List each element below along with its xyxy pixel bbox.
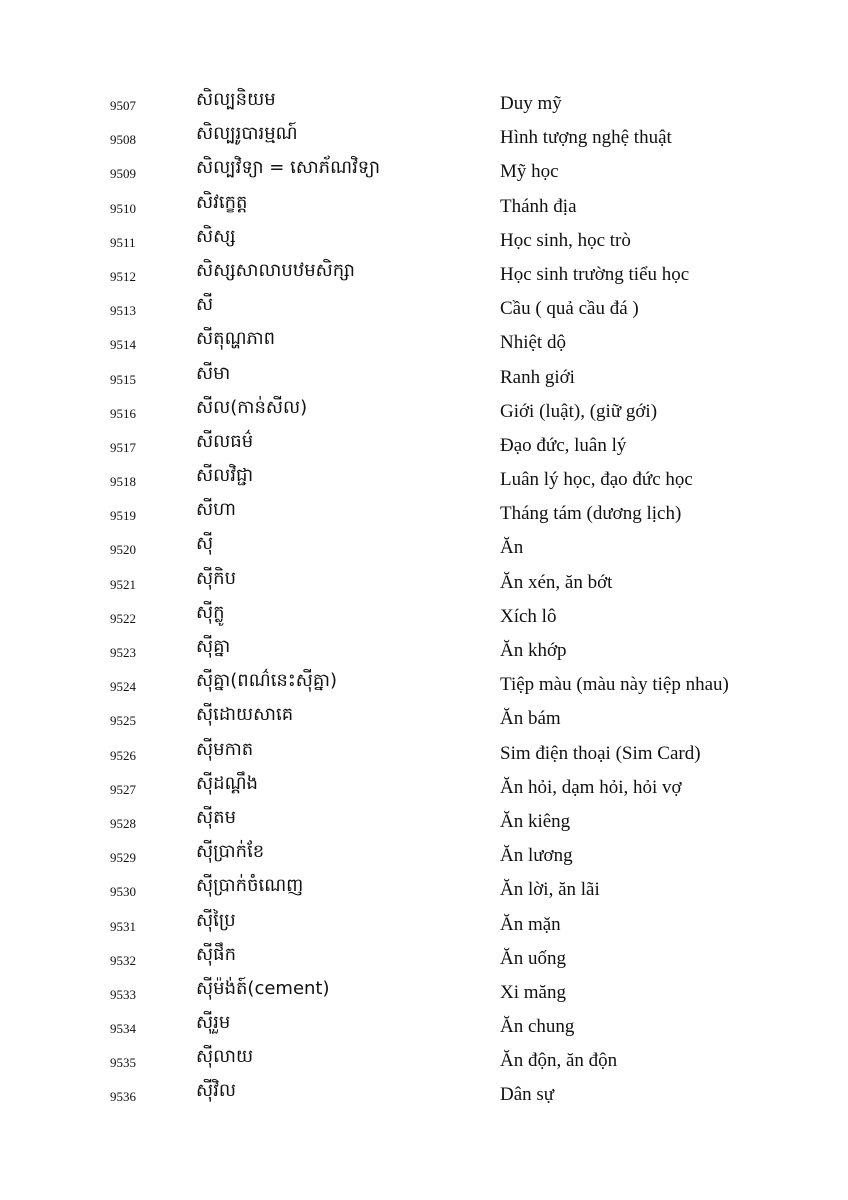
- dictionary-entry: [0, 462, 848, 496]
- entry-number: 9511: [110, 234, 136, 250]
- khmer-term: សិល្បនិយម: [196, 89, 276, 110]
- khmer-term: ស៊ីតម: [196, 806, 236, 828]
- dictionary-entry: [0, 86, 848, 120]
- vietnamese-translation: Xích lô: [500, 605, 557, 627]
- entry-number: 9509: [110, 166, 136, 182]
- khmer-term: សីល(កាន់សីល): [196, 396, 308, 418]
- khmer-term: ស៊ីប្រាក់ខែ: [196, 841, 265, 863]
- khmer-term: ស៊ីកិប: [196, 567, 236, 589]
- entry-number: 9525: [110, 713, 136, 729]
- vietnamese-translation: Thánh địa: [500, 195, 577, 217]
- dictionary-entry: [0, 428, 848, 462]
- dictionary-entry: [0, 975, 848, 1009]
- vietnamese-translation: Ăn uống: [500, 947, 566, 969]
- khmer-term: សីហា: [196, 499, 236, 521]
- entry-number: 9510: [110, 200, 136, 216]
- dictionary-entry: [0, 1009, 848, 1043]
- khmer-term: ស៊ីម៉ង់ត៍(cement): [196, 977, 330, 999]
- entry-number: 9529: [110, 850, 136, 866]
- vietnamese-translation: Ăn lương: [500, 845, 573, 867]
- dictionary-entry: [0, 360, 848, 394]
- vietnamese-translation: Ăn: [500, 537, 524, 559]
- entry-number: 9515: [110, 371, 136, 387]
- entry-number: 9514: [110, 337, 136, 353]
- khmer-term: សិស្ស: [196, 225, 236, 247]
- vietnamese-translation: Dân sự: [500, 1084, 555, 1106]
- entry-number: 9507: [110, 98, 136, 113]
- entry-number: 9513: [110, 303, 136, 319]
- khmer-term: សីលធម៌: [196, 430, 254, 452]
- vietnamese-translation: Ăn chung: [500, 1016, 575, 1038]
- dictionary-entry: [0, 565, 848, 599]
- entry-number: 9531: [110, 918, 136, 934]
- entry-number: 9533: [110, 986, 136, 1002]
- khmer-term: ស៊ីលាយ: [196, 1046, 254, 1068]
- dictionary-entry: [0, 838, 848, 872]
- vietnamese-translation: Duy mỹ: [500, 93, 562, 114]
- vietnamese-translation: Tiệp màu (màu này tiệp nhau): [500, 674, 729, 696]
- entry-number: 9535: [110, 1055, 136, 1071]
- entry-number: 9523: [110, 645, 136, 660]
- khmer-term: សីតុណ្ហភាព: [196, 328, 276, 350]
- dictionary-entry: [0, 633, 848, 667]
- entry-number: 9518: [110, 474, 136, 490]
- khmer-term: ស៊ីវិល: [196, 1080, 236, 1102]
- dictionary-entry: [0, 941, 848, 975]
- entry-number: 9508: [110, 132, 136, 148]
- entry-number: 9512: [110, 268, 136, 284]
- entry-number: 9517: [110, 439, 136, 455]
- khmer-term: ស៊ីគ្នា: [196, 636, 231, 657]
- vietnamese-translation: Giới (luật), (giữ gới): [500, 400, 658, 422]
- entry-list: [0, 86, 848, 1112]
- entry-number: 9532: [110, 952, 136, 968]
- khmer-term: ស៊ីផឹក: [196, 943, 236, 965]
- vietnamese-translation: Ăn độn, ăn độn: [500, 1050, 618, 1072]
- entry-number: 9524: [110, 679, 136, 695]
- khmer-term: ស៊ីគ្នា(ពណ៌នេះស៊ីគ្នា): [196, 670, 338, 692]
- dictionary-entry: [0, 325, 848, 359]
- vietnamese-translation: Học sinh, học trò: [500, 229, 631, 251]
- khmer-term: ស៊ីប្រៃ: [196, 909, 236, 931]
- vietnamese-translation: Ăn xén, ăn bớt: [500, 571, 613, 593]
- khmer-term: ស៊ីប្រាក់ចំណេញ: [196, 875, 304, 897]
- vietnamese-translation: Luân lý học, đạo đức học: [500, 469, 693, 491]
- khmer-term: ស៊ីក្លូ: [196, 601, 225, 623]
- dictionary-entry: [0, 257, 848, 291]
- vietnamese-translation: Hình tượng nghệ thuật: [500, 127, 672, 149]
- vietnamese-translation: Ăn bám: [500, 708, 561, 730]
- khmer-term: ស៊ីមកាត: [196, 738, 254, 760]
- vietnamese-translation: Mỹ học: [500, 161, 559, 183]
- khmer-term: ស៊ីរួម: [196, 1012, 231, 1034]
- dictionary-entry: [0, 496, 848, 530]
- dictionary-entry: [0, 223, 848, 257]
- khmer-term: សិល្បវិទ្យា = សោភ័ណវិទ្យា: [196, 157, 381, 179]
- vietnamese-translation: Ăn kiêng: [500, 810, 571, 832]
- entry-number: 9519: [110, 508, 136, 524]
- khmer-term: សិស្សសាលាបឋមសិក្សា: [196, 259, 355, 281]
- khmer-term: សីមា: [196, 362, 231, 384]
- dictionary-entry: [0, 599, 848, 633]
- dictionary-entry: [0, 530, 848, 564]
- dictionary-entry: [0, 667, 848, 701]
- dictionary-entry: [0, 394, 848, 428]
- entry-number: 9528: [110, 815, 136, 831]
- vietnamese-translation: Đạo đức, luân lý: [500, 434, 627, 456]
- khmer-term: សិល្បរូបារម្មណ៍: [196, 123, 298, 145]
- vietnamese-translation: Ăn hỏi, dạm hỏi, hỏi vợ: [500, 776, 682, 798]
- dictionary-entry: [0, 120, 848, 154]
- dictionary-entry: [0, 872, 848, 906]
- entry-number: 9516: [110, 405, 136, 421]
- khmer-term: សិវក្ខេត្ត: [196, 191, 248, 213]
- dictionary-entry: [0, 1077, 848, 1111]
- vietnamese-translation: Học sinh trường tiểu học: [500, 263, 690, 285]
- entry-number: 9521: [110, 576, 136, 592]
- entry-number: 9522: [110, 610, 136, 626]
- entry-number: 9520: [110, 542, 136, 558]
- vietnamese-translation: Ranh giới: [500, 366, 575, 388]
- dictionary-entry: [0, 701, 848, 735]
- khmer-term: ស៊ី: [196, 533, 214, 555]
- dictionary-entry: [0, 804, 848, 838]
- dictionary-entry: [0, 154, 848, 188]
- entry-number: 9534: [110, 1021, 136, 1037]
- vietnamese-translation: Ăn mặn: [500, 913, 561, 935]
- dictionary-entry: [0, 907, 848, 941]
- dictionary-entry: [0, 189, 848, 223]
- khmer-term: សី: [196, 294, 214, 316]
- khmer-term: សីលវិជ្ជា: [196, 465, 254, 487]
- vietnamese-translation: Tháng tám (dương lịch): [500, 503, 682, 525]
- khmer-term: ស៊ីដណ្ដឹង: [196, 772, 258, 794]
- khmer-term: ស៊ីដោយសាគេ: [196, 704, 294, 726]
- vietnamese-translation: Xi măng: [500, 981, 566, 1003]
- dictionary-entry: [0, 736, 848, 770]
- entry-number: 9527: [110, 781, 136, 797]
- vietnamese-translation: Nhiệt dộ: [500, 332, 566, 354]
- vietnamese-translation: Cầu ( quả cầu đá ): [500, 298, 639, 320]
- vietnamese-translation: Ăn khớp: [500, 640, 567, 661]
- dictionary-entry: [0, 1043, 848, 1077]
- vietnamese-translation: Sim điện thoại (Sim Card): [500, 742, 701, 764]
- dictionary-entry: [0, 770, 848, 804]
- vietnamese-translation: Ăn lời, ăn lãi: [500, 879, 600, 901]
- entry-number: 9526: [110, 747, 136, 763]
- entry-number: 9530: [110, 884, 136, 900]
- entry-number: 9536: [110, 1089, 136, 1105]
- dictionary-entry: [0, 291, 848, 325]
